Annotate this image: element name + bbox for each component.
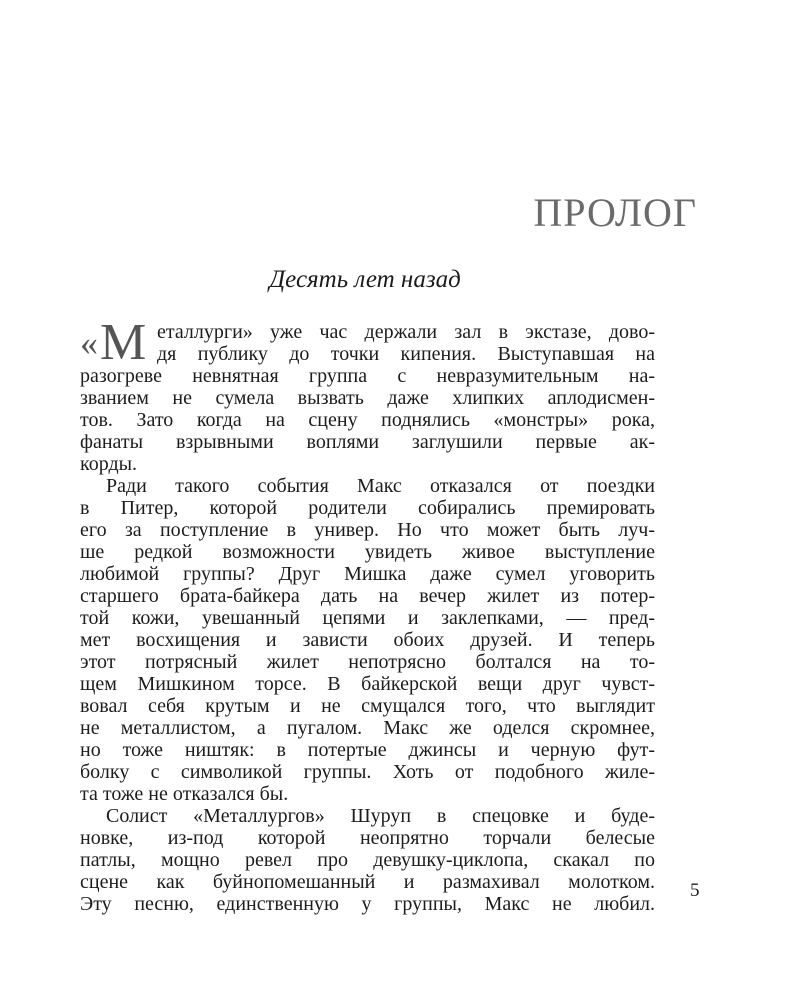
body-text	[80, 314, 655, 915]
text-line: щем Мишкином торсе. В байкерской вещи друг чувст-	[80, 673, 655, 695]
text-line: болку с символикой группы. Хоть от подобного жиле-	[80, 761, 655, 783]
text-line: патлы, мощно ревел про девушку-циклопа, скакал по	[80, 849, 655, 871]
text-line: ше редкой возможности увидеть живое выступление	[80, 541, 655, 563]
chapter-subtitle: Десять лет назад	[269, 266, 461, 293]
text-line: мет восхищения и зависти обоих друзей. И теперь	[80, 629, 655, 651]
text-line: разогреве невнятная группа с невразумительным на-	[80, 365, 655, 387]
text-line: в Питер, которой родители собирались премировать	[80, 497, 655, 519]
text-line: той кожи, увешанный цепями и заклепками, — пред-	[80, 607, 655, 629]
text-line: Ради такого события Макс отказался от поездки	[106, 475, 655, 497]
text-line: та тоже не отказался бы.	[80, 783, 289, 805]
drop-cap	[80, 314, 147, 371]
text-line: тов. Зато когда на сцену поднялись «монстры» рока,	[80, 409, 655, 431]
text-line: еталлурги» уже час держали зал в экстазе, дово-	[157, 321, 655, 343]
text-line: старшего брата-байкера дать на вечер жилет из потер-	[80, 585, 655, 607]
text-line: сцене как буйнопомешанный и размахивал молотком.	[80, 871, 655, 893]
text-line: Солист «Металлургов» Шуруп в спецовке и буде-	[106, 805, 655, 827]
text-line: но тоже ништяк: в потертые джинсы и черную фут-	[80, 739, 655, 761]
text-line: новке, из-под которой неопрятно торчали белесые	[80, 827, 655, 849]
text-line: любимой группы? Друг Мишка даже сумел уговорить	[80, 563, 655, 585]
text-line: вовал себя крутым и не смущался того, что выглядит	[80, 695, 655, 717]
page-number: 5	[690, 880, 700, 901]
text-line: Эту песню, единственную у группы, Макс не любил.	[80, 893, 655, 915]
text-line: дя публику до точки кипения. Выступавшая на	[157, 343, 655, 365]
drop-cap-quote: «	[80, 323, 98, 363]
text-line: его за поступление в универ. Но что может быть луч-	[80, 519, 655, 541]
drop-cap-letter: М	[100, 314, 147, 371]
text-line: этот потрясный жилет непотрясно болтался на то-	[80, 651, 655, 673]
text-line: фанаты взрывными воплями заглушили первые ак-	[80, 431, 655, 453]
chapter-title: ПРОЛОГ	[533, 189, 697, 235]
text-line: не металлистом, а пугалом. Макс же оделся скромнее,	[80, 717, 655, 739]
text-line: корды.	[80, 453, 138, 475]
text-line: званием не сумела вызвать даже хлипких аплодисмен-	[80, 387, 655, 409]
